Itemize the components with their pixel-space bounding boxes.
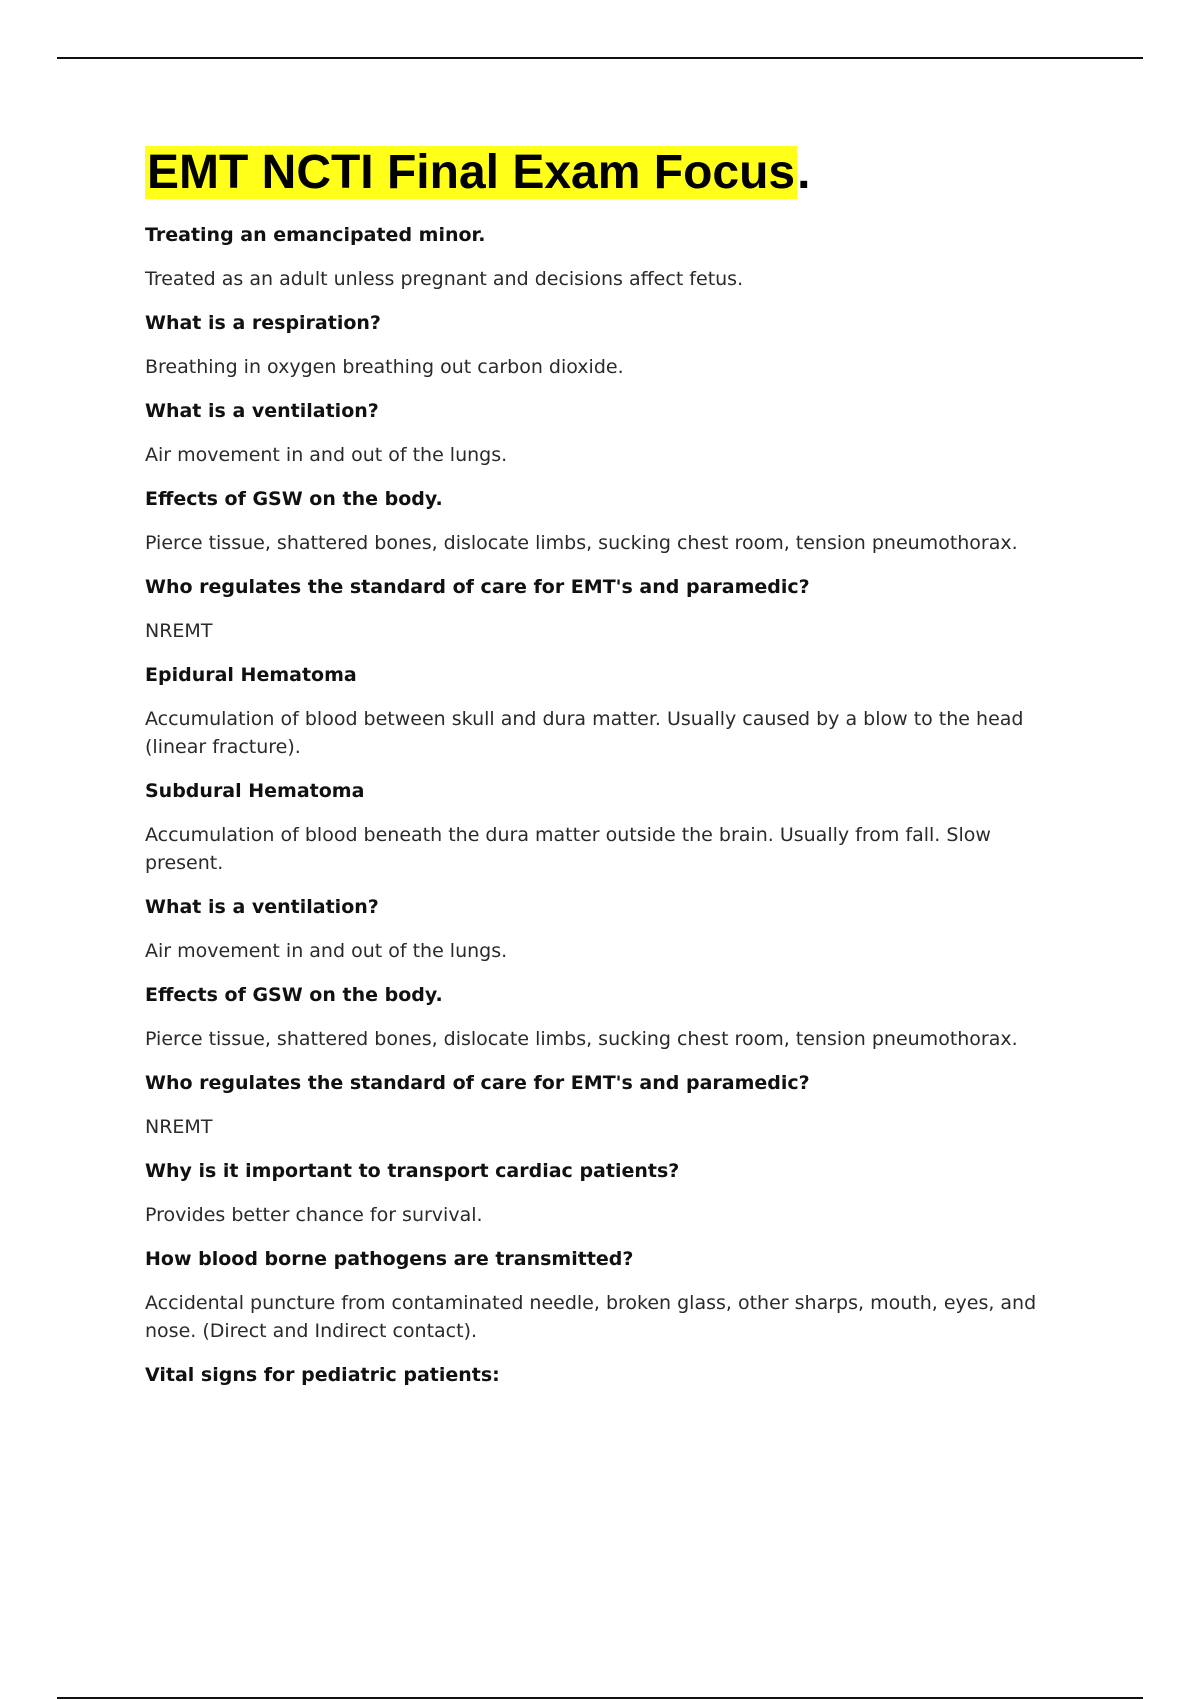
- answer: Provides better chance for survival.: [145, 1204, 483, 1226]
- qa-item: [145, 777, 1045, 877]
- document-title: [145, 143, 1045, 203]
- question: What is a respiration?: [145, 312, 381, 334]
- answer: Accumulation of blood between skull and dura matter. Usually caused by a blow to the head (linear fracture).: [145, 708, 1024, 758]
- answer: Treated as an adult unless pregnant and decisions affect fetus.: [145, 268, 744, 290]
- qa-item: [145, 893, 1045, 965]
- question: Subdural Hematoma: [145, 780, 365, 802]
- answer: NREMT: [145, 1116, 213, 1138]
- qa-item: [145, 1069, 1045, 1141]
- answer: Accidental puncture from contaminated needle, broken glass, other sharps, mouth, eyes, and nose. (Direct and Indirect contact).: [145, 1292, 1037, 1342]
- question: Treating an emancipated minor.: [145, 224, 486, 246]
- qa-item: [145, 397, 1045, 469]
- qa-item: [145, 573, 1045, 645]
- bottom-rule: [57, 1697, 1143, 1699]
- question: What is a ventilation?: [145, 400, 379, 422]
- qa-item: [145, 221, 1045, 293]
- answer: Air movement in and out of the lungs.: [145, 444, 508, 466]
- answer: Pierce tissue, shattered bones, dislocate limbs, sucking chest room, tension pneumothorax.: [145, 1028, 1018, 1050]
- qa-item: [145, 981, 1045, 1053]
- qa-item: [145, 485, 1045, 557]
- answer: Pierce tissue, shattered bones, dislocate limbs, sucking chest room, tension pneumothorax.: [145, 532, 1018, 554]
- document-body: [145, 143, 1045, 1405]
- answer: Accumulation of blood beneath the dura matter outside the brain. Usually from fall. Slow present.: [145, 824, 991, 874]
- question: What is a ventilation?: [145, 896, 379, 918]
- answer: Breathing in oxygen breathing out carbon dioxide.: [145, 356, 624, 378]
- question: How blood borne pathogens are transmitted?: [145, 1248, 634, 1270]
- answer: Air movement in and out of the lungs.: [145, 940, 508, 962]
- question: Who regulates the standard of care for EMT's and paramedic?: [145, 576, 810, 598]
- question: Who regulates the standard of care for EMT's and paramedic?: [145, 1072, 810, 1094]
- title-highlight: EMT NCTI Final Exam Focus: [147, 146, 796, 199]
- top-rule: [57, 57, 1143, 59]
- qa-item: [145, 661, 1045, 761]
- qa-item: [145, 1361, 1045, 1389]
- title-suffix: .: [797, 146, 811, 199]
- qa-item: [145, 309, 1045, 381]
- question: Vital signs for pediatric patients:: [145, 1364, 500, 1386]
- qa-item: [145, 1157, 1045, 1229]
- answer: NREMT: [145, 620, 213, 642]
- question: Effects of GSW on the body.: [145, 488, 443, 510]
- question: Why is it important to transport cardiac patients?: [145, 1160, 680, 1182]
- question: Effects of GSW on the body.: [145, 984, 443, 1006]
- qa-item: [145, 1245, 1045, 1345]
- question: Epidural Hematoma: [145, 664, 357, 686]
